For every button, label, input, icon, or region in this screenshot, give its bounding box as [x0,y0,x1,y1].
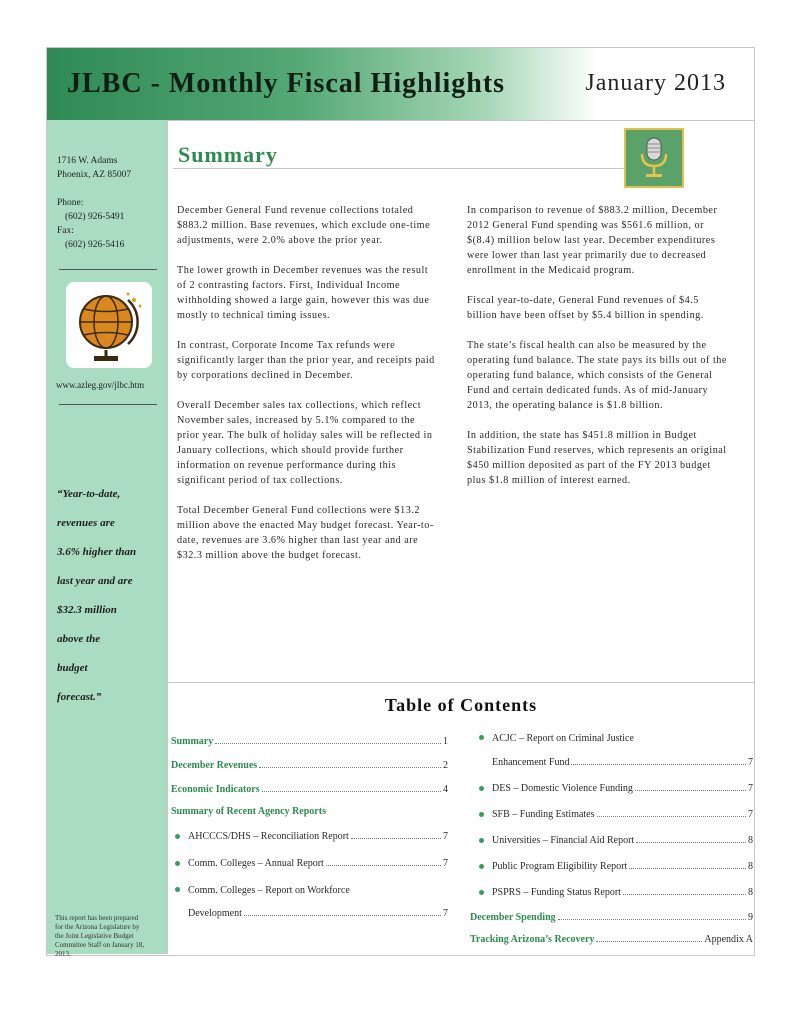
summary-divider [173,168,633,169]
address: 1716 W. Adams Phoenix, AZ 85007 [57,156,132,180]
website-link[interactable]: www.azleg.gov/jlbc.htm [56,380,145,390]
toc-entry-universities[interactable]: Universities – Financial Aid Report 8 [475,835,753,846]
bullet-icon [479,890,484,895]
toc-entry-economic[interactable]: Economic Indicators 4 [171,784,448,795]
summary-paragraph: Fiscal year-to-date, General Fund revenues of $4.5 billion have been offset by $5.4 billion in spending. [467,295,704,321]
toc-entry-sfb[interactable]: SFB – Funding Estimates 7 [475,809,753,820]
summary-paragraph: The lower growth in December revenues was the result of 2 contrasting factors. First, Individual Income withholding showed a large gain, however this was due mostly to technical timing issues. [177,265,430,321]
page-title: JLBC - Monthly Fiscal Highlights [67,68,506,99]
phone-number: (602) 926-5491 [65,212,125,222]
bullet-icon [479,838,484,843]
sidebar [47,120,168,958]
summary-column-right [467,203,729,503]
toc-entry-cc-workforce[interactable]: Comm. Colleges – Report on Workforce [171,885,350,896]
bullet-icon [175,834,180,839]
toc-divider [168,682,754,683]
toc-entry-des[interactable]: DES – Domestic Violence Funding 7 [475,783,753,794]
toc-entry-ahcccs[interactable]: AHCCCS/DHS – Reconciliation Report 7 [171,831,448,842]
summary-paragraph: Overall December sales tax collections, which reflect November sales, increased by 5.1% compared to the prior year. The bulk of holiday sales will be reflected in January collections, which should provide further information on revenue performance during this significant period of tax collections. [177,400,433,486]
bullet-icon [175,887,180,892]
header-banner [47,48,754,121]
toc-heading: Table of Contents [384,695,538,715]
toc-entry-public-program[interactable]: Public Program Eligibility Report 8 [475,861,753,872]
pull-quote: “Year-to-date, revenues are 3.6% higher than last year and are $32.3 million above the budget forecast.” [57,488,137,703]
bullet-icon [479,864,484,869]
toc-entry-acjc[interactable]: ACJC – Report on Criminal Justice [475,733,634,744]
report-note: This report has been prepared for the Arizona Legislature by the Joint Legislative Budget Committee Staff on January 18, 2013. [55,914,145,958]
phone-label: Phone: [57,198,84,208]
fax-number: (602) 926-5416 [65,240,125,250]
microphone-icon [624,128,684,188]
toc-entry-summary[interactable]: Summary 1 [171,736,448,747]
summary-heading: Summary [178,142,278,167]
contact-info [57,196,124,252]
toc-entry-acjc-cont[interactable]: Enhancement Fund 7 [492,757,753,768]
newsletter-page [46,47,755,956]
summary-paragraph: In contrast, Corporate Income Tax refunds were significantly larger than the prior year, and receipts paid by corporations declined in December. [177,340,435,381]
globe-icon [66,282,152,368]
toc-entry-cc-workforce-cont[interactable]: Development 7 [188,908,448,919]
toc-entry-tracking[interactable]: Tracking Arizona’s Recovery Appendix A [470,934,753,945]
summary-column-left [177,203,439,578]
summary-paragraph: In addition, the state has $451.8 million in Budget Stabilization Fund reserves, which represents an original $450 million deposited as part of the FY 2013 budget plus $1.8 million of interest earned. [467,430,727,486]
toc-agency-heading: Summary of Recent Agency Reports [171,806,326,817]
bullet-icon [479,786,484,791]
toc-entry-revenues[interactable]: December Revenues 2 [171,760,448,771]
bullet-icon [175,861,180,866]
bullet-icon [479,812,484,817]
summary-paragraph: The state’s fiscal health can also be measured by the operating fund balance. The state pays its bills out of the operating fund balance, which consists of the General Fund and certain dedicated funds. As of mid-January 2013, the operating balance is $1.8 billion. [467,340,727,411]
issue-date: January 2013 [585,70,726,96]
bullet-icon [479,735,484,740]
toc-entry-cc-annual[interactable]: Comm. Colleges – Annual Report 7 [171,858,448,869]
summary-paragraph: Total December General Fund collections were $13.2 million above the enacted May budget forecast. Year-to-date, revenues are 3.6% higher than last year and are $32.3 million above the budget forecast. [177,505,434,561]
sidebar-divider [59,269,157,270]
toc-entry-spending[interactable]: December Spending 9 [470,912,753,923]
summary-paragraph: December General Fund revenue collections totaled $883.2 million. Base revenues, which exclude one-time adjustments, were 2.0% above the prior year. [177,205,431,246]
summary-paragraph: In comparison to revenue of $883.2 million, December 2012 General Fund spending was $561.6 million, or $(8.4) million below last year. December expenditures were lower than last year primarily due to decreased enrollment in the Medicaid program. [467,205,718,276]
toc-entry-psprs[interactable]: PSPRS – Funding Status Report 8 [475,887,753,898]
fax-label: Fax: [57,226,74,236]
sidebar-divider [59,404,157,405]
